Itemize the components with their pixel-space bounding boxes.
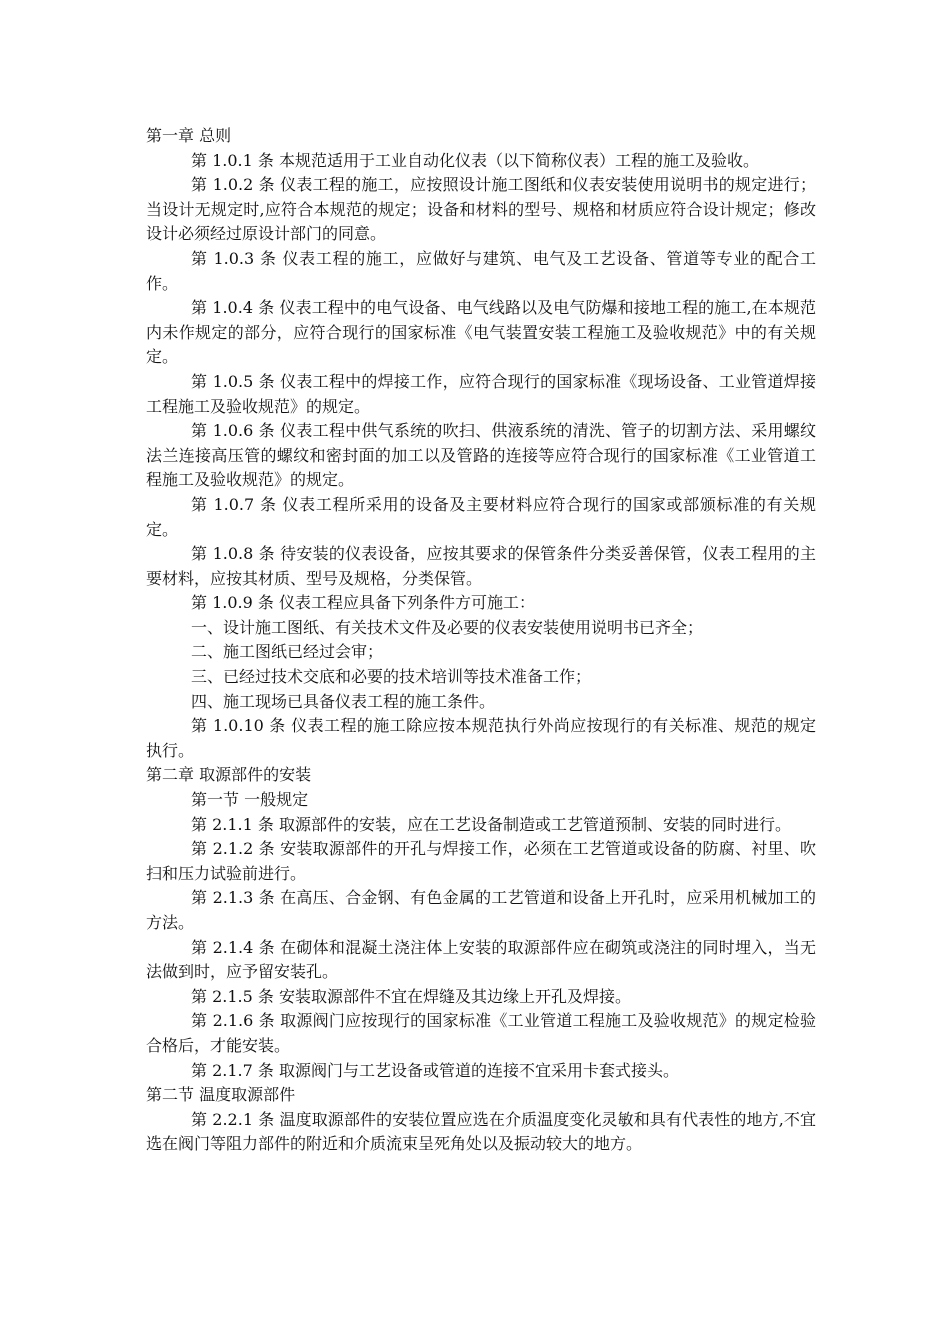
clause-2-2-1: 第 2.2.1 条 温度取源部件的安装位置应选在介质温度变化灵敏和具有代表性的地方,不宜选在阀门等阻力部件的附近和介质流束呈死角处以及振动较大的地方。 [146,1109,816,1154]
section-2-heading: 第二节 温度取源部件 [146,1085,296,1105]
clause-1-0-1: 第 1.0.1 条 本规范适用于工业自动化仪表（以下简称仪表）工程的施工及验收。 [191,150,759,170]
clause-2-1-3: 第 2.1.3 条 在高压、合金钢、有色金属的工艺管道和设备上开孔时，应采用机械加工的方法。 [146,888,816,932]
clause-1-0-2: 第 1.0.2 条 仪表工程的施工，应按照设计施工图纸和仪表安装使用说明书的规定进行；当设计无规定时,应符合本规范的规定；设备和材料的型号、规格和材质应符合设计规定；修改设计必须经过原设计部门的同意。 [146,175,816,244]
chapter-2-heading: 第二章 取源部件的安装 [146,765,312,785]
clause-2-1-5: 第 2.1.5 条 安装取源部件不宜在焊缝及其边缘上开孔及焊接。 [191,986,631,1006]
clause-1-0-3: 第 1.0.3 条 仪表工程的施工，应做好与建筑、电气及工艺设备、管道等专业的配合工作。 [146,248,816,293]
condition-item-2: 二、施工图纸已经过会审； [191,642,384,662]
condition-item-4: 四、施工现场已具备仪表工程的施工条件。 [191,691,496,711]
clause-1-0-4: 第 1.0.4 条 仪表工程中的电气设备、电气线路以及电气防爆和接地工程的施工,在本规范内未作规定的部分，应符合现行的国家标准《电气装置安装工程施工及验收规范》中的有关规定。 [146,298,816,367]
clause-2-1-4: 第 2.1.4 条 在砌体和混凝土浇注体上安装的取源部件应在砌筑或浇注的同时埋入，当无法做到时，应予留安装孔。 [146,937,816,982]
clause-1-0-5: 第 1.0.5 条 仪表工程中的焊接工作，应符合现行的国家标准《现场设备、工业管道焊接工程施工及验收规范》的规定。 [146,371,816,416]
clause-2-1-6: 第 2.1.6 条 取源阀门应按现行的国家标准《工业管道工程施工及验收规范》的规定检验合格后，才能安装。 [146,1011,816,1055]
clause-2-1-2: 第 2.1.2 条 安装取源部件的开孔与焊接工作，必须在工艺管道或设备的防腐、衬里、吹扫和压力试验前进行。 [146,839,816,883]
clause-1-0-10: 第 1.0.10 条 仪表工程的施工除应按本规范执行外尚应按现行的有关标准、规范的规定执行。 [146,716,816,760]
clause-2-1-1: 第 2.1.1 条 取源部件的安装，应在工艺设备制造或工艺管道预制、安装的同时进行。 [191,814,791,834]
condition-item-3: 三、已经过技术交底和必要的技术培训等技术准备工作； [191,667,592,687]
clause-1-0-9: 第 1.0.9 条 仪表工程应具备下列条件方可施工： [191,593,535,613]
clause-1-0-8: 第 1.0.8 条 待安装的仪表设备，应按其要求的保管条件分类妥善保管，仪表工程用的主要材料，应按其材质、型号及规格，分类保管。 [146,544,816,588]
clause-1-0-6: 第 1.0.6 条 仪表工程中供气系统的吹扫、供液系统的清洗、管子的切割方法、采用螺纹法兰连接高压管的螺纹和密封面的加工以及管路的连接等应符合现行的国家标准《工业管道工程施工及验收规范》的规定。 [146,421,816,490]
chapter-1-heading: 第一章 总则 [146,126,232,145]
clause-1-0-7: 第 1.0.7 条 仪表工程所采用的设备及主要材料应符合现行的国家或部颁标准的有关规定。 [146,494,816,539]
section-1-heading: 第一节 一般规定 [191,790,309,810]
condition-item-1: 一、设计施工图纸、有关技术文件及必要的仪表安装使用说明书已齐全； [191,617,704,637]
clause-2-1-7: 第 2.1.7 条 取源阀门与工艺设备或管道的连接不宜采用卡套式接头。 [191,1060,679,1080]
document-body [146,124,816,1157]
